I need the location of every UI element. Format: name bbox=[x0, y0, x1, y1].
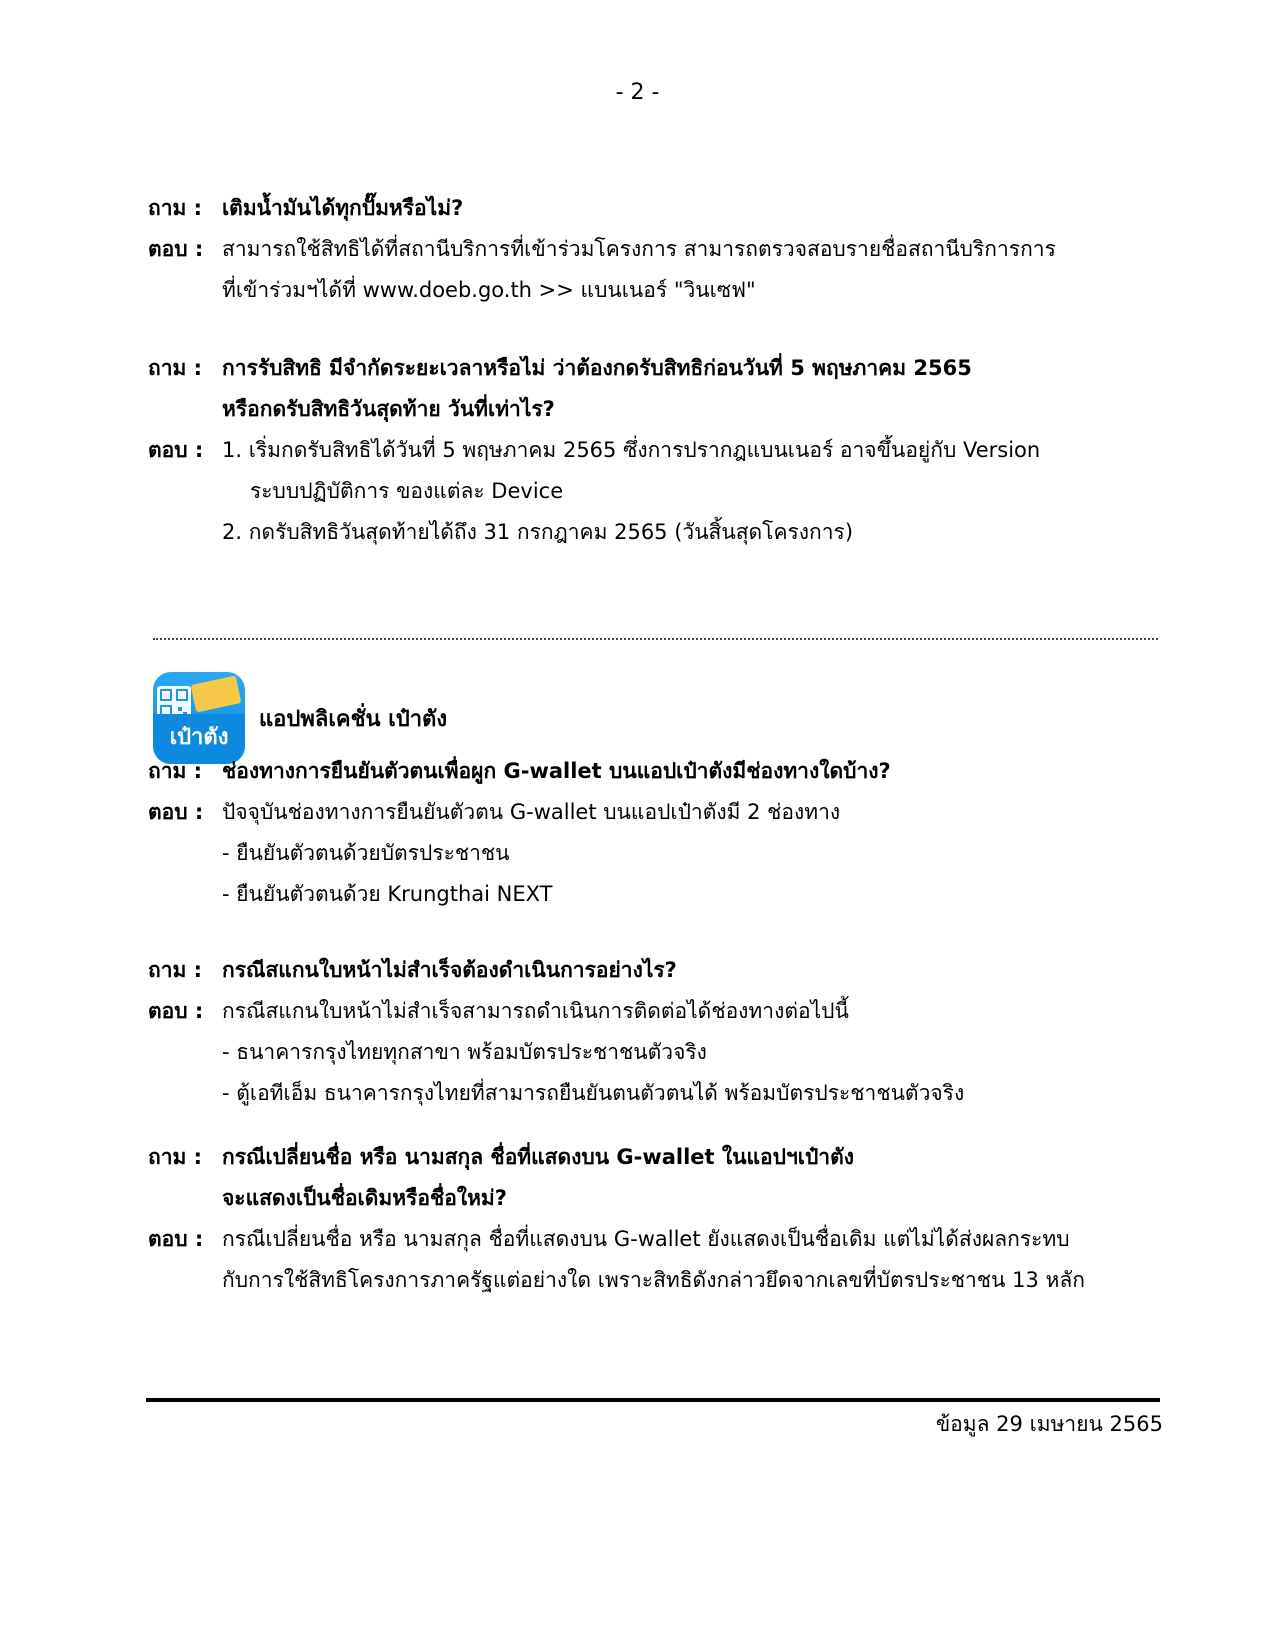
faq-5 bbox=[148, 1137, 1158, 1301]
question-text: กรณีเปลี่ยนชื่อ หรือ นามสกุล ชื่อที่แสดงบน G-wallet ในแอปฯเป๋าตัง bbox=[222, 1145, 854, 1169]
answer-bullet: - ยืนยันตัวตนด้วยบัตรประชาชน bbox=[222, 841, 510, 865]
question-row bbox=[148, 751, 1158, 792]
question-text: เติมน้ำมันได้ทุกปั๊มหรือไม่? bbox=[222, 196, 464, 220]
answer-row bbox=[148, 430, 1158, 553]
answer-bullet: - ยืนยันตัวตนด้วย Krungthai NEXT bbox=[222, 882, 553, 906]
answer-row bbox=[148, 229, 1158, 311]
answer-text: กรณีสแกนใบหน้าไม่สำเร็จสามารถดำเนินการติดต่อได้ช่องทางต่อไปนี้ bbox=[222, 999, 849, 1023]
answer-row bbox=[148, 991, 1158, 1114]
question-text: กรณีสแกนใบหน้าไม่สำเร็จต้องดำเนินการอย่างไร? bbox=[222, 958, 677, 982]
faq-2 bbox=[148, 348, 1158, 553]
question-text: หรือกดรับสิทธิวันสุดท้าย วันที่เท่าไร? bbox=[222, 397, 555, 421]
answer-text: กรณีเปลี่ยนชื่อ หรือ นามสกุล ชื่อที่แสดงบน G-wallet ยังแสดงเป็นชื่อเดิม แต่ไม่ได้ส่งผลกระทบ bbox=[222, 1227, 1070, 1251]
answer-item: 2. กดรับสิทธิวันสุดท้ายได้ถึง 31 กรกฎาคม 2565 (วันสิ้นสุดโครงการ) bbox=[222, 520, 854, 544]
question-row bbox=[148, 1137, 1158, 1219]
answer-item: 1. เริ่มกดรับสิทธิได้วันที่ 5 พฤษภาคม 2565 ซึ่งการปรากฎแบนเนอร์ อาจขึ้นอยู่กับ Version bbox=[222, 438, 1041, 462]
question-text: จะแสดงเป็นชื่อเดิมหรือชื่อใหม่? bbox=[222, 1186, 507, 1210]
answer-text: ปัจจุบันช่องทางการยืนยันตัวตน G-wallet บนแอปเป๋าตังมี 2 ช่องทาง bbox=[222, 800, 841, 824]
answer-bullet: - ธนาคารกรุงไทยทุกสาขา พร้อมบัตรประชาชนตัวจริง bbox=[222, 1040, 707, 1064]
answer-text: สามารถใช้สิทธิได้ที่สถานีบริการที่เข้าร่วมโครงการ สามารถตรวจสอบรายชื่อสถานีบริการการ bbox=[222, 237, 1056, 261]
answer-bullet: - ตู้เอทีเอ็ม ธนาคารกรุงไทยที่สามารถยืนยันตนตัวตนได้ พร้อมบัตรประชาชนตัวจริง bbox=[222, 1081, 965, 1105]
question-label: ถาม : bbox=[148, 759, 203, 783]
answer-label: ตอบ : bbox=[148, 1227, 204, 1251]
question-label: ถาม : bbox=[148, 356, 203, 380]
footer-rule bbox=[146, 1398, 1160, 1402]
answer-row bbox=[148, 1219, 1158, 1301]
question-label: ถาม : bbox=[148, 196, 203, 220]
faq-4 bbox=[148, 950, 1158, 1114]
app-icon-label: เป๋าตัง bbox=[169, 725, 229, 750]
answer-text: กับการใช้สิทธิโครงการภาครัฐแต่อย่างใด เพราะสิทธิดังกล่าวยึดจากเลขที่บัตรประชาชน 13 หลัก bbox=[222, 1268, 1085, 1292]
question-row bbox=[148, 348, 1158, 430]
answer-label: ตอบ : bbox=[148, 237, 204, 261]
app-section-title: แอปพลิเคชั่น เป๋าตัง bbox=[259, 706, 448, 732]
dotted-divider bbox=[153, 638, 1158, 640]
faq-1 bbox=[148, 188, 1158, 311]
question-label: ถาม : bbox=[148, 1145, 203, 1169]
question-row bbox=[148, 950, 1158, 991]
answer-label: ตอบ : bbox=[148, 438, 204, 462]
answer-item-continued: ระบบปฏิบัติการ ของแต่ละ Device bbox=[250, 479, 564, 503]
question-text: การรับสิทธิ มีจำกัดระยะเวลาหรือไม่ ว่าต้องกดรับสิทธิก่อนวันที่ 5 พฤษภาคม 2565 bbox=[222, 356, 972, 380]
question-row bbox=[148, 188, 1158, 229]
page-number: - 2 - bbox=[615, 80, 660, 105]
answer-row bbox=[148, 792, 1158, 915]
answer-text: ที่เข้าร่วมฯได้ที่ www.doeb.go.th >> แบนเนอร์ "วินเซฟ" bbox=[222, 278, 756, 302]
question-label: ถาม : bbox=[148, 958, 203, 982]
faq-3 bbox=[148, 751, 1158, 915]
footer-date: ข้อมูล 29 เมษายน 2565 bbox=[935, 1412, 1163, 1436]
question-text: ช่องทางการยืนยันตัวตนเพื่อผูก G-wallet บนแอปเป๋าตังมีช่องทางใดบ้าง? bbox=[222, 759, 891, 783]
answer-label: ตอบ : bbox=[148, 999, 204, 1023]
answer-label: ตอบ : bbox=[148, 800, 204, 824]
